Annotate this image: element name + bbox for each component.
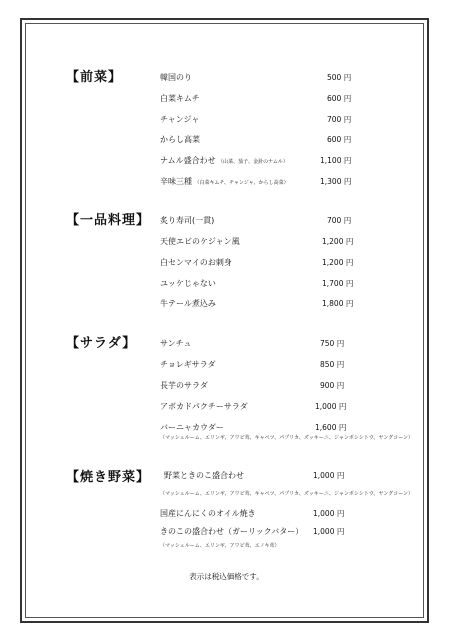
menu-price: 700 円 [327, 216, 352, 225]
menu-item-senmai-sashimi: 白センマイのお刺身 [160, 258, 232, 267]
menu-price: 700 円 [327, 115, 352, 124]
menu-item-note: （山菜、茄子、金針のナムル） [218, 159, 288, 165]
menu-price: 850 円 [320, 360, 345, 369]
menu-item-mushroom-garlic-butter: きのこの盛合わせ（ガーリックバター） [160, 527, 304, 536]
menu-price: 600 円 [327, 135, 352, 144]
section-title-zensai: 【前菜】 [66, 70, 123, 85]
menu-item-aburi-sushi: 炙り寿司(一貫) [160, 216, 215, 225]
menu-item-kimchi: 白菜キムチ [160, 94, 200, 103]
menu-item-korean-nori: 韓国のり [160, 73, 192, 82]
section-title-ippin: 【一品料理】 [66, 213, 151, 228]
menu-item-bagna-cauda: バーニャカウダー [160, 423, 224, 432]
menu-item-note: （マッシュルーム、エリンギ、アワビ茸、キャベツ、パプリカ、ズッキーニ、ジャンボシシトウ、ヤングコーン） [160, 435, 413, 441]
menu-price: 1,200 円 [322, 237, 354, 246]
menu-item-shrimp-gejang: 天使エビのケジャン風 [160, 237, 240, 246]
menu-price: 1,000 円 [315, 402, 347, 411]
tax-note: 表示は税込価格です。 [189, 572, 264, 581]
menu-item-yukke: ユッケじゃない [160, 279, 216, 288]
menu-item-oxtail-stew: 牛テール煮込み [160, 299, 216, 308]
menu-price: 1,000 円 [313, 471, 345, 480]
menu-price: 1,300 円 [320, 177, 352, 186]
menu-price: 600 円 [327, 94, 352, 103]
menu-price: 1,600 円 [315, 423, 347, 432]
menu-price: 1,700 円 [322, 279, 354, 288]
menu-item-note: （マッシュルーム、エリンギ、アワビ茸、キャベツ、パプリカ、ズッキーニ、ジャンボシシトウ、ヤングコーン） [160, 491, 413, 497]
menu-item-sanchu: サンチュ [160, 339, 192, 348]
menu-price: 1,000 円 [313, 527, 345, 536]
menu-item-choregi-salad: チョレギサラダ [160, 360, 216, 369]
menu-price: 1,200 円 [322, 258, 354, 267]
menu-item-nagaimo-salad: 長芋のサラダ [160, 381, 208, 390]
menu-price: 1,800 円 [322, 299, 354, 308]
menu-price: 500 円 [327, 73, 352, 82]
section-title-yaki-yasai: 【焼き野菜】 [66, 470, 151, 485]
section-title-salad: 【サラダ】 [66, 336, 137, 351]
menu-item-garlic-oil: 国産にんにくのオイル焼き [160, 509, 256, 518]
menu-price: 1,100 円 [320, 156, 352, 165]
menu-item-note: （白菜キムチ、チャンジャ、からし高菜） [194, 180, 289, 186]
menu-price: 1,000 円 [313, 509, 345, 518]
menu-item-avocado-pakuchi-salad: アボカドパクチーサラダ [160, 402, 248, 411]
menu-price: 900 円 [320, 381, 345, 390]
menu-item-karashi-takana: からし高菜 [160, 135, 200, 144]
menu-item-note: （マッシュルーム、エリンギ、アワビ茸、エノキ茸） [160, 543, 280, 549]
menu-item-vegetable-mushroom-platter: 野菜ときのこ盛合わせ [164, 471, 244, 480]
menu-item-spicy-trio: 辛味三種 （白菜キムチ、チャンジャ、からし高菜） [160, 177, 289, 186]
menu-item-changja: チャンジャ [160, 115, 200, 124]
menu-price: 750 円 [320, 339, 345, 348]
menu-item-namul-platter: ナムル盛合わせ （山菜、茄子、金針のナムル） [160, 156, 288, 165]
